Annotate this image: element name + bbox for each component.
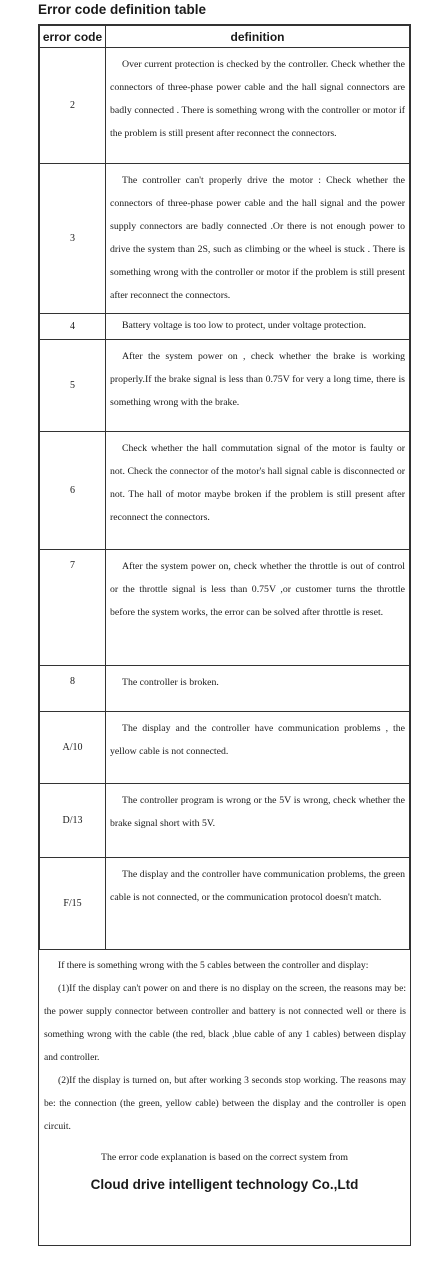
error-code-cell: 3 (40, 164, 106, 314)
table-row (40, 712, 410, 784)
definition-cell (106, 164, 410, 314)
table-row (40, 432, 410, 550)
definition-text: The display and the controller have communication problems , the yellow cable is not connected. (110, 723, 405, 757)
notes-intro: If there is something wrong with the 5 cables between the controller and display: (58, 960, 369, 971)
error-code-cell: 4 (40, 314, 106, 340)
definition-cell (106, 48, 410, 164)
definition-cell (106, 712, 410, 784)
definition-cell (106, 784, 410, 858)
error-code-cell: F/15 (40, 858, 106, 950)
table-row (40, 314, 410, 340)
table-row (40, 48, 410, 164)
definition-text: The controller program is wrong or the 5V is wrong, check whether the brake signal short with 5V. (110, 795, 405, 829)
error-code-cell: 2 (40, 48, 106, 164)
error-code-cell: 7 (40, 550, 106, 666)
definition-text: The display and the controller have communication problems, the green cable is not connected, or the communication protocol doesn't match. (110, 869, 405, 903)
code-column-header: error code (40, 26, 106, 48)
definition-cell (106, 340, 410, 432)
table-row (40, 164, 410, 314)
table-row (40, 784, 410, 858)
error-code-cell: 5 (40, 340, 106, 432)
table-row (40, 666, 410, 712)
footnote: The error code explanation is based on the correct system from (100, 1152, 348, 1163)
definition-cell (106, 550, 410, 666)
error-code-table (39, 25, 410, 950)
definition-cell (106, 432, 410, 550)
table-header-row (40, 26, 410, 48)
error-code-cell: 6 (40, 432, 106, 550)
definition-cell (106, 858, 410, 950)
table-row (40, 858, 410, 950)
error-code-cell: D/13 (40, 784, 106, 858)
definition-text: Check whether the hall commutation signal of the motor is faulty or not. Check the connector of the motor's hall signal cable is disconnected or not. The hall of motor maybe broken if the problem is still present after reconnect the connectors. (110, 443, 405, 523)
table-row (40, 550, 410, 666)
document-frame (38, 24, 411, 1246)
troubleshooting-notes (39, 950, 410, 1138)
definition-text: Over current protection is checked by the controller. Check whether the connectors of three-phase power cable and the hall signal connectors are badly connected . There is something wrong with the controller or motor if the problem is still present after reconnect the connectors. (110, 59, 405, 139)
definition-text: After the system power on, check whether the throttle is out of control or the throttle signal is less than 0.75V ,or customer turns the throttle before the system works, the error can be solved after throttle is reset. (110, 561, 405, 618)
error-code-cell: 8 (40, 666, 106, 712)
definition-text: The controller can't properly drive the motor : Check whether the connectors of three-phase power cable and the hall signal and the power supply connectors are badly connected .Or there is not enough power to drive the system than 2S, such as climbing or the wheel is stuck . There is something wrong with the controller or motor if the problem is still present after reconnect the connectors. (110, 175, 405, 301)
error-code-cell: A/10 (40, 712, 106, 784)
definition-cell (106, 314, 410, 340)
definition-cell (106, 666, 410, 712)
page-title: Error code definition table (38, 2, 207, 17)
definition-text: After the system power on , check whether the brake is working properly.If the brake signal is less than 0.75V for very a long time, there is something wrong with the brake. (110, 351, 405, 408)
definition-column-header: definition (106, 26, 410, 48)
definition-text: The controller is broken. (122, 677, 219, 688)
definition-text: Battery voltage is too low to protect, under voltage protection. (122, 320, 367, 331)
table-row (40, 340, 410, 432)
company-name: Cloud drive intelligent technology Co.,Ltd (90, 1177, 359, 1192)
notes-item-1: (1)If the display can't power on and there is no display on the screen, the reasons may be: the power supply connector between controller and battery is not connected well or there is something wrong with the cable (the red, black ,blue cable of any 1 cables) between display and controller. (44, 983, 406, 1063)
notes-item-2: (2)If the display is turned on, but after working 3 seconds stop working. The reasons may be: the connection (the green, yellow cable) between the display and the controller is open circuit. (44, 1075, 406, 1132)
